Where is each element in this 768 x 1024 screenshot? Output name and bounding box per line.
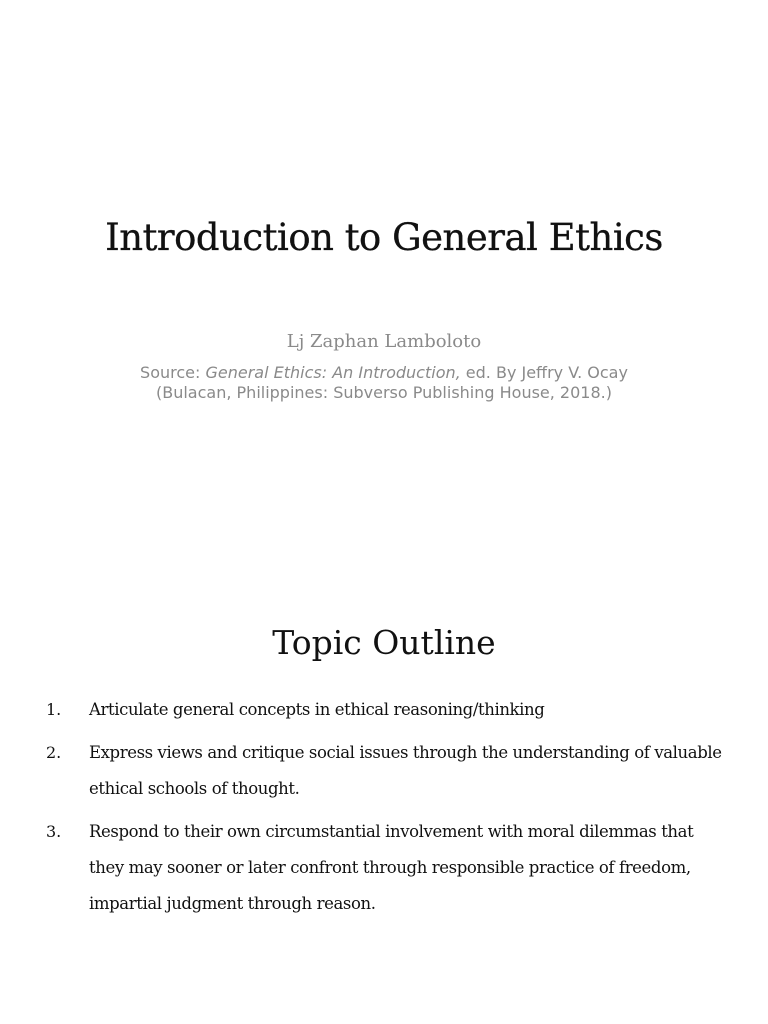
item-number: 1. [46,700,62,719]
outline-item [0,692,768,728]
source-line-1 [0,363,768,383]
outline-item [0,814,768,922]
item-number: 2. [46,743,62,762]
outline-title: Topic Outline [272,623,496,662]
item-text: Express views and critique social issues through the understanding of valuable ethical schools of thought. [89,743,722,798]
topic-outline-slide [0,512,768,1024]
item-number: 3. [46,822,62,841]
source-citation [0,363,768,403]
source-prefix: Source: [140,363,206,382]
author-name: Lj Zaphan Lamboloto [286,331,482,352]
source-publication: (Bulacan, Philippines: Subverso Publishing House, 2018.) [156,383,612,402]
source-editor: ed. By Jeffry V. Ocay [460,363,628,382]
outline-item [0,735,768,807]
slide-title: Introduction to General Ethics [105,216,663,259]
item-text: Articulate general concepts in ethical reasoning/thinking [89,700,545,719]
item-text: Respond to their own circumstantial involvement with moral dilemmas that they may sooner or later confront through responsible practice of freedom, impartial judgment through reason. [89,822,694,913]
source-book-title: General Ethics: An Introduction, [205,363,461,382]
